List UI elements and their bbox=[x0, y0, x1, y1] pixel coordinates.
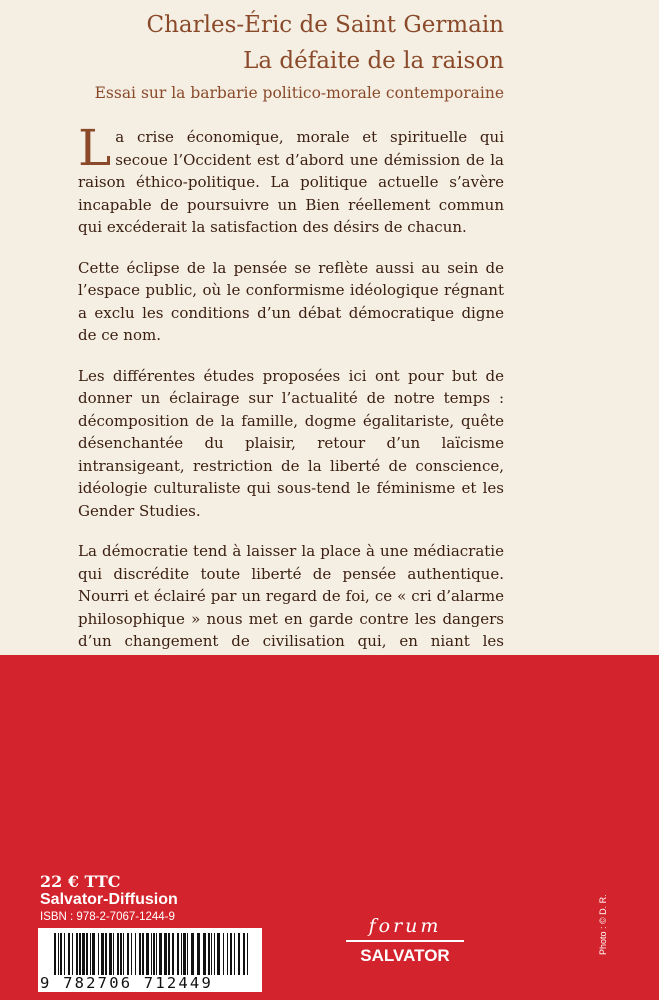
barcode-bar bbox=[72, 933, 73, 975]
barcode-bar bbox=[76, 933, 78, 975]
barcode-bar bbox=[208, 933, 210, 975]
barcode-bar bbox=[86, 933, 88, 975]
barcode-bar bbox=[238, 933, 240, 975]
barcode-digits: 9 782706 712449 bbox=[40, 974, 213, 992]
barcode-bar bbox=[227, 933, 228, 975]
photo-credit: Photo : © D. R. bbox=[598, 894, 608, 955]
barcode-bar bbox=[214, 933, 215, 975]
barcode-bar bbox=[172, 933, 174, 975]
barcode-bar bbox=[243, 933, 245, 975]
barcode-bar bbox=[177, 933, 179, 975]
barcode-bar bbox=[217, 933, 220, 975]
barcode-bar bbox=[120, 933, 122, 975]
barcode-bar bbox=[187, 933, 188, 975]
barcode-bar bbox=[54, 933, 56, 975]
barcode-bar bbox=[211, 933, 212, 975]
barcode-bar bbox=[159, 933, 162, 975]
barcode-bar bbox=[142, 933, 144, 975]
barcode-bar bbox=[146, 933, 149, 975]
barcode-bar bbox=[101, 933, 104, 975]
barcode-bar bbox=[92, 933, 95, 975]
barcode bbox=[38, 928, 262, 992]
barcode-bar bbox=[79, 933, 81, 975]
book-title: La défaite de la raison bbox=[243, 48, 504, 74]
barcode-bar bbox=[230, 933, 232, 975]
barcode-bar bbox=[68, 933, 70, 975]
barcode-bar bbox=[181, 933, 182, 975]
barcode-bar bbox=[151, 933, 152, 975]
barcode-bar bbox=[90, 933, 91, 975]
barcode-bar bbox=[64, 933, 65, 975]
barcode-bar bbox=[156, 933, 157, 975]
barcode-bar bbox=[117, 933, 119, 975]
barcode-bar bbox=[82, 933, 85, 975]
author-name: Charles-Éric de Saint Germain bbox=[146, 12, 504, 38]
barcode-bar bbox=[98, 933, 99, 975]
barcode-bar bbox=[135, 933, 136, 975]
blurb-paragraph: La démocratie tend à laisser la place à une médiacratie qui discrédite toute liberté de pensée authentique. Nourri et éclairé par un regard de foi, ce « cri d’alarme philosophique » nous met en garde contre les dangers d’un changement de civilisation qui, en niant les bbox=[78, 542, 504, 650]
barcode-bars bbox=[54, 933, 250, 975]
barcode-bar bbox=[223, 933, 224, 975]
collection-name: forum bbox=[368, 915, 442, 937]
isbn-label: ISBN : 978-2-7067-1244-9 bbox=[40, 911, 175, 923]
blurb-paragraph: Cette éclipse de la pensée se reflète aussi au sein de l’espace public, où le conformisme idéologique régnant a exclu les conditions d’un débat démocratique digne de ce nom. bbox=[78, 258, 504, 344]
barcode-bar bbox=[113, 933, 114, 975]
barcode-bar bbox=[58, 933, 59, 975]
barcode-bar bbox=[60, 933, 62, 975]
barcode-bar bbox=[203, 933, 206, 975]
barcode-bar bbox=[197, 933, 200, 975]
book-subtitle: Essai sur la barbarie politico-morale contemporaine bbox=[94, 84, 504, 102]
barcode-bar bbox=[234, 933, 235, 975]
blurb-paragraph: La crise économique, morale et spirituelle qui secoue l’Occident est d’abord une démission de la raison éthico-politique. La politique actuelle s’avère incapable de poursuivre un Bien réellement commun qui excéderait la satisfaction des désirs de chacun. bbox=[78, 119, 504, 236]
barcode-bar bbox=[247, 933, 248, 975]
barcode-bar bbox=[191, 933, 194, 975]
barcode-bar bbox=[153, 933, 155, 975]
barcode-bar bbox=[168, 933, 170, 975]
barcode-bar bbox=[139, 933, 141, 975]
barcode-bar bbox=[123, 933, 124, 975]
distributor-label: Salvator-Diffusion bbox=[40, 891, 178, 908]
barcode-bar bbox=[109, 933, 112, 975]
logo-divider bbox=[346, 940, 464, 942]
barcode-bar bbox=[183, 933, 186, 975]
barcode-bar bbox=[127, 933, 129, 975]
blurb-paragraph: Les différentes études proposées ici ont pour but de donner un éclairage sur l’actualité de notre temps : décomposition de la famille, dogme égalitariste, quête désenchantée du plaisir, retour d’un laïcisme intransigeant, restriction de la liberté de conscience, idéologie culturaliste qui sous-tend le féminisme et les Gender Studies. bbox=[78, 366, 504, 520]
publisher-logo bbox=[340, 915, 470, 966]
publisher-name: SALVATOR bbox=[360, 945, 450, 965]
barcode-bar bbox=[164, 933, 167, 975]
price-label: 22 € TTC bbox=[40, 872, 121, 891]
barcode-bar bbox=[131, 933, 132, 975]
barcode-bar bbox=[105, 933, 107, 975]
